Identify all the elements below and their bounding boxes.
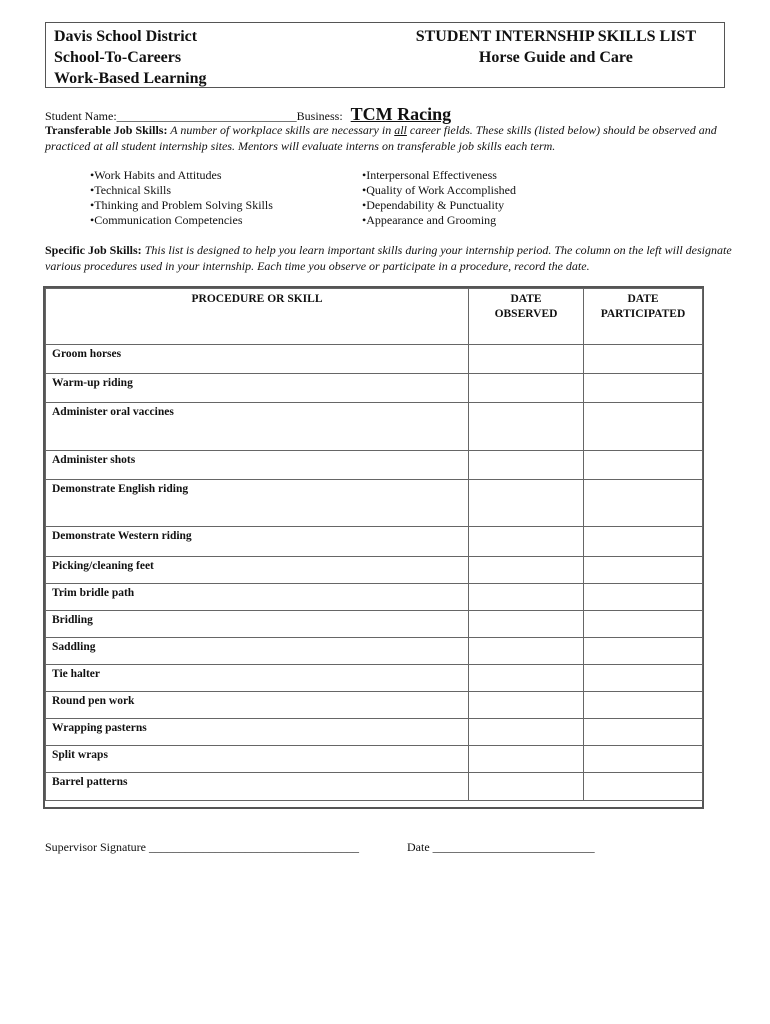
district-heading bbox=[54, 26, 206, 89]
date-participated-cell[interactable] bbox=[584, 480, 703, 527]
date-observed-cell[interactable] bbox=[469, 611, 584, 638]
supervisor-signature-field[interactable]: Supervisor Signature ___________________________________ bbox=[45, 840, 359, 854]
program-subtitle: Work-Based Learning bbox=[54, 70, 207, 87]
procedure-cell: Barrel patterns bbox=[46, 773, 469, 801]
date-participated-cell[interactable] bbox=[584, 557, 703, 584]
table-row bbox=[46, 611, 703, 638]
date-observed-cell[interactable] bbox=[469, 374, 584, 403]
header-box bbox=[45, 22, 725, 88]
date-participated-cell[interactable] bbox=[584, 665, 703, 692]
skills-list-right bbox=[362, 168, 516, 228]
program-name: School-To-Careers bbox=[54, 49, 182, 66]
procedure-cell: Demonstrate English riding bbox=[46, 480, 469, 527]
date-participated-header bbox=[584, 289, 703, 345]
date-participated-cell[interactable] bbox=[584, 584, 703, 611]
header-line: DATE bbox=[510, 293, 542, 305]
header-line: DATE bbox=[627, 293, 659, 305]
procedure-cell: Administer oral vaccines bbox=[46, 403, 469, 451]
date-participated-cell[interactable] bbox=[584, 527, 703, 557]
list-item: •Dependability & Punctuality bbox=[362, 198, 505, 212]
transferable-skills-paragraph bbox=[45, 123, 735, 154]
procedure-cell: Bridling bbox=[46, 611, 469, 638]
procedure-cell: Administer shots bbox=[46, 451, 469, 480]
date-participated-cell[interactable] bbox=[584, 773, 703, 801]
table-row bbox=[46, 692, 703, 719]
transferable-label: Transferable Job Skills: bbox=[45, 123, 168, 137]
signature-date-field[interactable]: Date ___________________________ bbox=[407, 840, 595, 854]
transferable-emph: all bbox=[394, 123, 407, 137]
table-row bbox=[46, 345, 703, 374]
date-observed-cell[interactable] bbox=[469, 403, 584, 451]
procedure-cell: Tie halter bbox=[46, 665, 469, 692]
document-title bbox=[416, 26, 696, 68]
student-name-field[interactable]: Student Name:______________________________ bbox=[45, 109, 297, 123]
date-observed-header bbox=[469, 289, 584, 345]
date-observed-cell[interactable] bbox=[469, 451, 584, 480]
date-participated-cell[interactable] bbox=[584, 403, 703, 451]
skills-list-left bbox=[90, 168, 273, 228]
district-name: Davis School District bbox=[54, 28, 198, 45]
table-row bbox=[46, 773, 703, 801]
date-participated-cell[interactable] bbox=[584, 692, 703, 719]
procedure-cell: Groom horses bbox=[46, 345, 469, 374]
date-participated-cell[interactable] bbox=[584, 451, 703, 480]
date-participated-cell[interactable] bbox=[584, 719, 703, 746]
specific-text: This list is designed to help you learn important skills during your internship period. The column on the left will designate various procedures used in your internship. Each time you observe or participate in a procedure, record the date. bbox=[45, 243, 732, 273]
list-item: •Interpersonal Effectiveness bbox=[362, 168, 497, 182]
transferable-text-b: career fields. These skills (listed below) should be observed and practiced at all student internship sites. Mentors will evaluate interns on transferable job skills each term. bbox=[45, 123, 717, 153]
title-line: STUDENT INTERNSHIP SKILLS LIST bbox=[415, 28, 696, 45]
date-observed-cell[interactable] bbox=[469, 665, 584, 692]
date-participated-cell[interactable] bbox=[584, 374, 703, 403]
header-line: PARTICIPATED bbox=[600, 308, 686, 320]
list-item: •Thinking and Problem Solving Skills bbox=[90, 198, 273, 212]
date-participated-cell[interactable] bbox=[584, 611, 703, 638]
procedure-cell: Wrapping pasterns bbox=[46, 719, 469, 746]
specific-label: Specific Job Skills: bbox=[45, 243, 142, 257]
procedure-cell: Picking/cleaning feet bbox=[46, 557, 469, 584]
procedure-cell: Split wraps bbox=[46, 746, 469, 773]
skills-table bbox=[45, 288, 703, 801]
table-row bbox=[46, 527, 703, 557]
transferable-text-a: A number of workplace skills are necessary in bbox=[167, 123, 395, 137]
subtitle-line: Horse Guide and Care bbox=[478, 49, 633, 66]
date-participated-cell[interactable] bbox=[584, 746, 703, 773]
date-observed-cell[interactable] bbox=[469, 638, 584, 665]
table-row bbox=[46, 374, 703, 403]
procedure-cell: Round pen work bbox=[46, 692, 469, 719]
date-observed-cell[interactable] bbox=[469, 584, 584, 611]
table-row bbox=[46, 403, 703, 451]
date-participated-cell[interactable] bbox=[584, 638, 703, 665]
table-row bbox=[46, 584, 703, 611]
business-name: TCM Racing bbox=[350, 104, 452, 124]
student-business-row bbox=[45, 104, 451, 125]
table-row bbox=[46, 557, 703, 584]
table-row bbox=[46, 665, 703, 692]
business-label: Business: bbox=[296, 109, 343, 123]
table-row bbox=[46, 719, 703, 746]
date-observed-cell[interactable] bbox=[469, 527, 584, 557]
date-observed-cell[interactable] bbox=[469, 773, 584, 801]
date-observed-cell[interactable] bbox=[469, 557, 584, 584]
list-item: •Technical Skills bbox=[90, 183, 172, 197]
date-participated-cell[interactable] bbox=[584, 345, 703, 374]
procedure-cell: Trim bridle path bbox=[46, 584, 469, 611]
table-row bbox=[46, 480, 703, 527]
list-item: •Appearance and Grooming bbox=[362, 213, 497, 227]
specific-skills-paragraph bbox=[45, 243, 735, 274]
procedure-cell: Warm-up riding bbox=[46, 374, 469, 403]
procedure-cell: Demonstrate Western riding bbox=[46, 527, 469, 557]
table-row bbox=[46, 638, 703, 665]
date-observed-cell[interactable] bbox=[469, 719, 584, 746]
header-line: OBSERVED bbox=[494, 308, 558, 320]
table-row bbox=[46, 451, 703, 480]
date-observed-cell[interactable] bbox=[469, 746, 584, 773]
list-item: •Communication Competencies bbox=[90, 213, 243, 227]
table-row bbox=[46, 746, 703, 773]
date-observed-cell[interactable] bbox=[469, 345, 584, 374]
list-item: •Work Habits and Attitudes bbox=[90, 168, 222, 182]
date-observed-cell[interactable] bbox=[469, 692, 584, 719]
list-item: •Quality of Work Accomplished bbox=[362, 183, 516, 197]
date-observed-cell[interactable] bbox=[469, 480, 584, 527]
procedure-header: PROCEDURE OR SKILL bbox=[46, 289, 469, 345]
table-header-row bbox=[46, 289, 703, 345]
procedure-cell: Saddling bbox=[46, 638, 469, 665]
